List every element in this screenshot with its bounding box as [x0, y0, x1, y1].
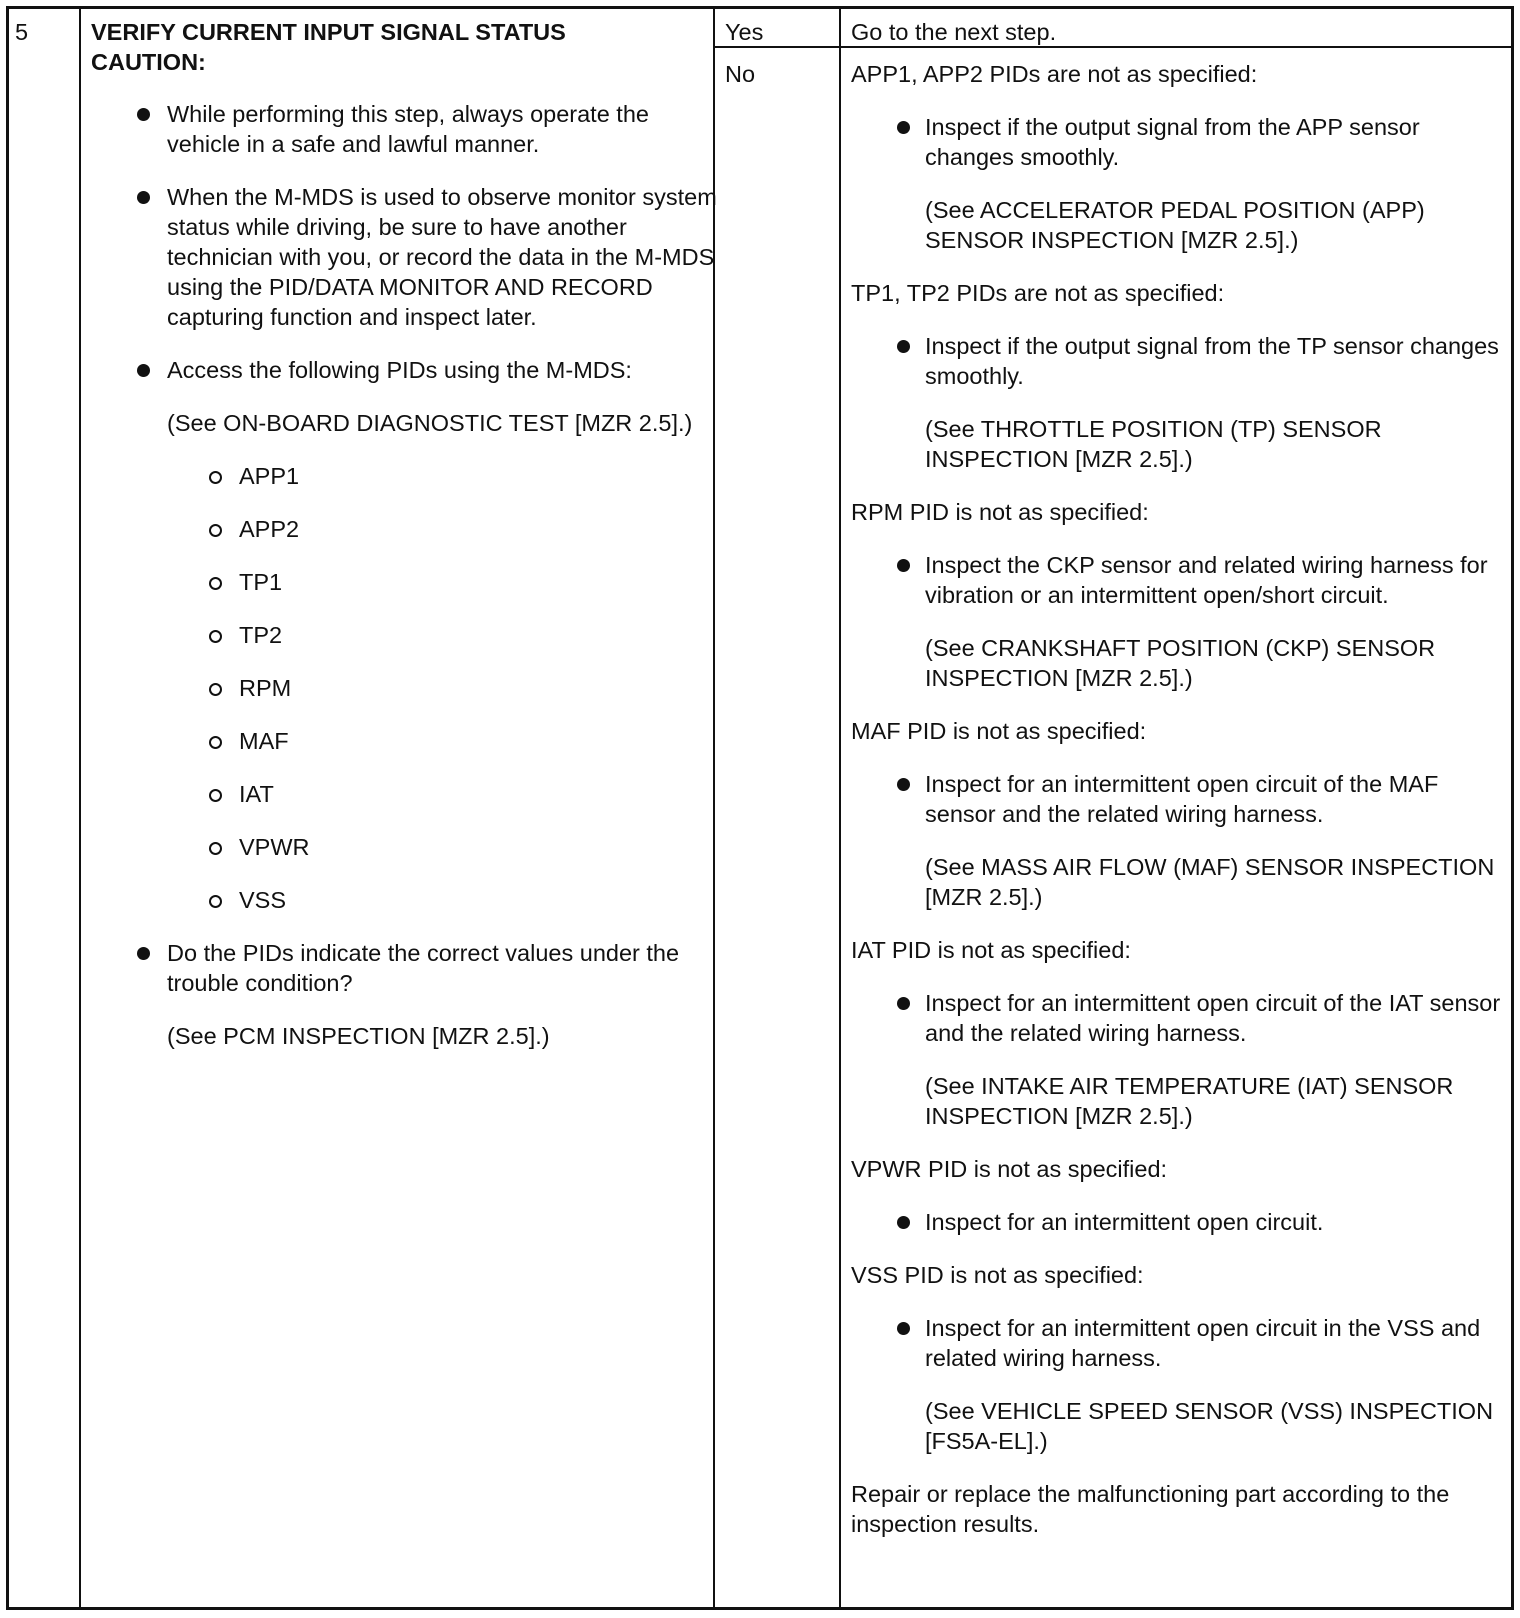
fault-condition: MAF PID is not as specified: [851, 718, 1147, 744]
fault-reference: (See THROTTLE POSITION (TP) SENSOR INSPECTION [MZR 2.5].) [925, 416, 1382, 472]
fault-condition: VPWR PID is not as specified: [851, 1156, 1168, 1182]
row-divider [713, 46, 1511, 48]
fault-action: Inspect for an intermittent open circuit of the MAF sensor and the related wiring harness. [851, 769, 1501, 829]
final-action: Repair or replace the malfunctioning part according to the inspection results. [851, 1481, 1450, 1537]
yes-action: Go to the next step. [851, 19, 1057, 45]
pid-item: VPWR [167, 832, 721, 862]
fault-reference: (See ACCELERATOR PEDAL POSITION (APP) SENSOR INSPECTION [MZR 2.5].) [925, 197, 1425, 253]
fault-condition: IAT PID is not as specified: [851, 937, 1131, 963]
fault-action: Inspect the CKP sensor and related wiring harness for vibration or an intermittent open/short circuit. [851, 550, 1501, 610]
step-title: VERIFY CURRENT INPUT SIGNAL STATUS [91, 19, 566, 45]
pid-item: APP1 [167, 461, 721, 491]
fault-action: Inspect if the output signal from the TP sensor changes smoothly. [851, 331, 1501, 391]
yes-label: Yes [725, 19, 764, 45]
pid-item: APP2 [167, 514, 721, 544]
pid-item: IAT [167, 779, 721, 809]
pid-item: TP2 [167, 620, 721, 650]
pid-item: MAF [167, 726, 721, 756]
no-actions [851, 59, 1501, 1539]
step-number: 5 [15, 19, 29, 45]
pid-item: TP1 [167, 567, 721, 597]
fault-block [851, 1260, 1501, 1456]
caution-bullet: Access the following PIDs using the M-MDS: (See ON-BOARD DIAGNOSTIC TEST [MZR 2.5].) APP1 APP2 TP1 TP2 RPM MAF IAT VPWR VSS [91, 355, 721, 915]
diagnostic-step-table [6, 6, 1514, 1610]
caution-label: CAUTION: [91, 49, 206, 75]
fault-block [851, 1154, 1501, 1237]
fault-condition: RPM PID is not as specified: [851, 499, 1149, 525]
pid-list [167, 461, 721, 915]
reference-text: (See PCM INSPECTION [MZR 2.5].) [167, 1023, 550, 1049]
fault-action: Inspect for an intermittent open circuit. [851, 1207, 1501, 1237]
fault-action: Inspect for an intermittent open circuit of the IAT sensor and the related wiring harness. [851, 988, 1501, 1048]
fault-block [851, 59, 1501, 255]
column-divider [79, 9, 81, 1607]
fault-reference: (See INTAKE AIR TEMPERATURE (IAT) SENSOR INSPECTION [MZR 2.5].) [925, 1073, 1454, 1129]
fault-action: Inspect if the output signal from the APP sensor changes smoothly. [851, 112, 1501, 172]
reference-text: (See ON-BOARD DIAGNOSTIC TEST [MZR 2.5].) [167, 410, 693, 436]
caution-bullet: Do the PIDs indicate the correct values under the trouble condition? (See PCM INSPECTION [MZR 2.5].) [91, 938, 721, 1051]
step-instructions [91, 99, 721, 1074]
fault-condition: APP1, APP2 PIDs are not as specified: [851, 61, 1258, 87]
fault-condition: TP1, TP2 PIDs are not as specified: [851, 280, 1225, 306]
fault-action: Inspect for an intermittent open circuit in the VSS and related wiring harness. [851, 1313, 1501, 1373]
caution-bullet: When the M-MDS is used to observe monitor system status while driving, be sure to have another technician with you, or record the data in the M-MDS using the PID/DATA MONITOR AND RECORD capturing function and inspect later. [91, 182, 721, 332]
caution-bullet: While performing this step, always operate the vehicle in a safe and lawful manner. [91, 99, 721, 159]
fault-block [851, 935, 1501, 1131]
pid-item: VSS [167, 885, 721, 915]
fault-block [851, 497, 1501, 693]
column-divider [839, 9, 841, 1607]
fault-block [851, 716, 1501, 912]
fault-block [851, 278, 1501, 474]
caution-bullet-list [91, 99, 721, 1051]
fault-condition: VSS PID is not as specified: [851, 1262, 1144, 1288]
pid-item: RPM [167, 673, 721, 703]
fault-reference: (See VEHICLE SPEED SENSOR (VSS) INSPECTION [FS5A-EL].) [925, 1398, 1494, 1454]
no-label: No [725, 61, 756, 87]
fault-reference: (See CRANKSHAFT POSITION (CKP) SENSOR INSPECTION [MZR 2.5].) [925, 635, 1436, 691]
fault-reference: (See MASS AIR FLOW (MAF) SENSOR INSPECTION [MZR 2.5].) [925, 854, 1495, 910]
